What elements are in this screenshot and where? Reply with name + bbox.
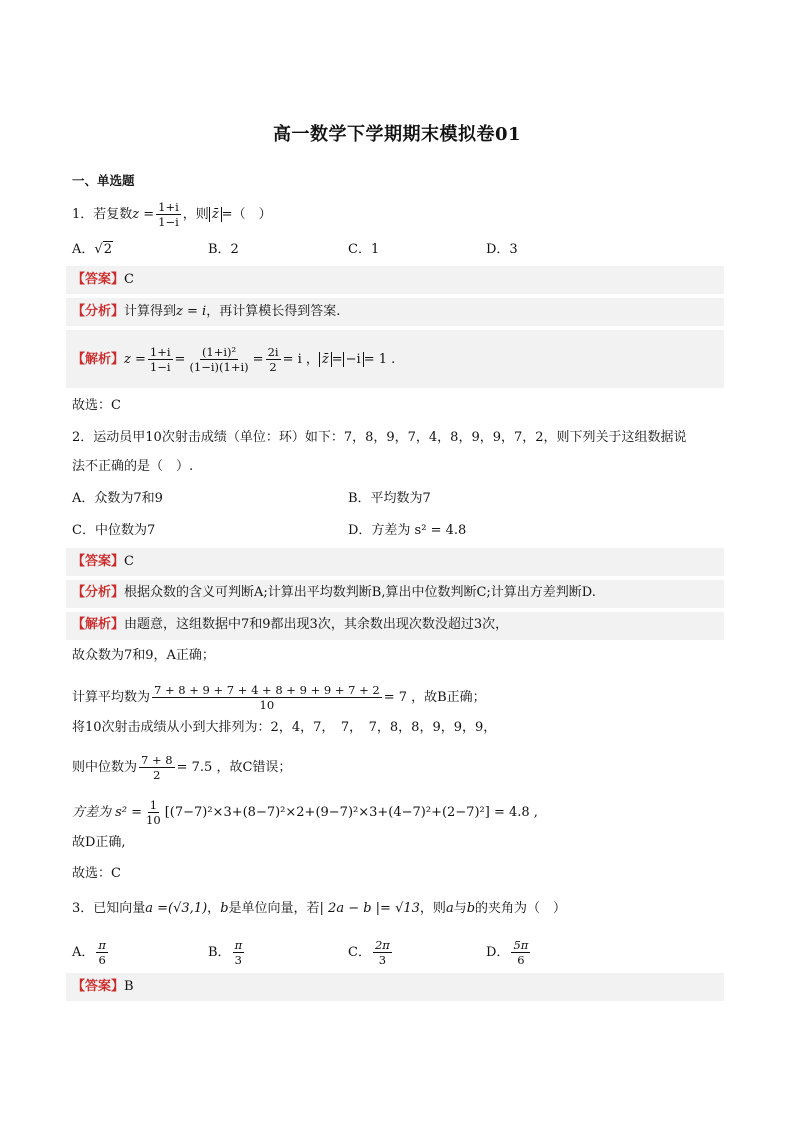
q2-analysis: 【分析】根据众数的含义可判断A;计算出平均数判断B,算出中位数判断C;计算出方差判断D. [72, 585, 596, 600]
q2-choice: 故选：C [72, 866, 121, 881]
page-title: 高一数学下学期期末模拟卷01 [272, 124, 522, 145]
q2-solution-line7: 故D正确, [72, 835, 126, 850]
q3-answer-band [66, 973, 724, 1001]
q3-answer: 【答案】B [72, 979, 134, 994]
vector-b: b [220, 901, 229, 916]
vector-a: a =(√3,1) [145, 901, 208, 916]
q1-option-b: B．2 [208, 242, 239, 257]
q1-option-c: C．1 [348, 242, 380, 257]
section-heading: 一、单选题 [72, 173, 135, 188]
q1-solution: 【解析】z = $\frac{1+i}{1-i}$ = $\frac{\text{(1+i)²}}{(1-i)(1+i)}$ = $\frac{2i}{2}$ = i ， z̄ = −i = 1 . [72, 345, 396, 374]
q2-solution-line5: 则中位数为 $\frac{7 + 8}{2}$ = 7.5 ，故C错误； [72, 753, 292, 782]
q2-answer-band [66, 548, 724, 576]
q2-stem-line1: 2．运动员甲10次射击成绩（单位：环）如下：7，8，9，7，4，8，9，9，7，2，则下列关于这组数据说 [72, 430, 687, 445]
q2-solution-line1: 【解析】由题意，这组数据中7和9都出现3次，其余数出现次数没超过3次， [72, 617, 509, 632]
q1-option-a: A．√2 [72, 240, 113, 260]
condition: | 2a − b |= √13 [319, 901, 420, 916]
q2-stem-line2: 法不正确的是（ ）. [72, 459, 194, 474]
q2-solution-line4: 将10次射击成绩从小到大排列为：2，4，7， 7， 7，8，8，9，9，9， [72, 720, 497, 735]
q1-choice: 故选：C [72, 398, 121, 413]
q3-option-b: B． $\frac{\pi}{3}$ [208, 938, 243, 967]
q2-option-d: D．方差为 s² = 4.8 [348, 523, 467, 538]
q3-option-d: D． $\frac{5\pi}{6}$ [486, 938, 529, 967]
q3-stem: 3．已知向量a =(√3,1)，b是单位向量，若| 2a − b |= √13，则a与b的夹角为（ ） [72, 901, 567, 916]
q2-option-b: B．平均数为7 [348, 491, 431, 506]
q2-solution-line3: 计算平均数为 $\frac{7 + 8 + 9 + 7 + 4 + 8 + 9 + 9 + 7 + 2}{10}$ = 7 ，故B正确； [72, 683, 486, 712]
q3-option-a: A． $\frac{\pi}{6}$ [72, 938, 106, 967]
q2-option-c: C．中位数为7 [72, 523, 156, 538]
q1-answer-band [66, 266, 724, 294]
q2-solution-line6: 方差为 s² = $\frac{1}{10}$ [(7−7)²×3+(8−7)²×2+(9−7)²×3+(4−7)²+(2−7)²] = 4.8 , [72, 798, 538, 827]
abs-conj-z: z̄ [209, 207, 222, 222]
q3-option-c: C． $\frac{2\pi}{3}$ [348, 938, 390, 967]
q1-option-d: D．3 [486, 242, 518, 257]
q2-answer: 【答案】C [72, 554, 134, 569]
q1-fraction: $\frac{1+i}{1-i}$ [158, 200, 179, 229]
q2-solution-line2: 故众数为7和9，A正确； [72, 648, 215, 663]
q1-stem: 1．若复数z = $\frac{1+i}{1-i}$ ，则 z̄ =（ ） [72, 200, 272, 229]
q2-option-a: A．众数为7和9 [72, 491, 163, 506]
sqrt-symbol: √2 [94, 242, 112, 257]
q1-analysis: 【分析】计算得到z = i，再计算模长得到答案. [72, 304, 341, 319]
q1-answer: 【答案】C [72, 272, 134, 287]
